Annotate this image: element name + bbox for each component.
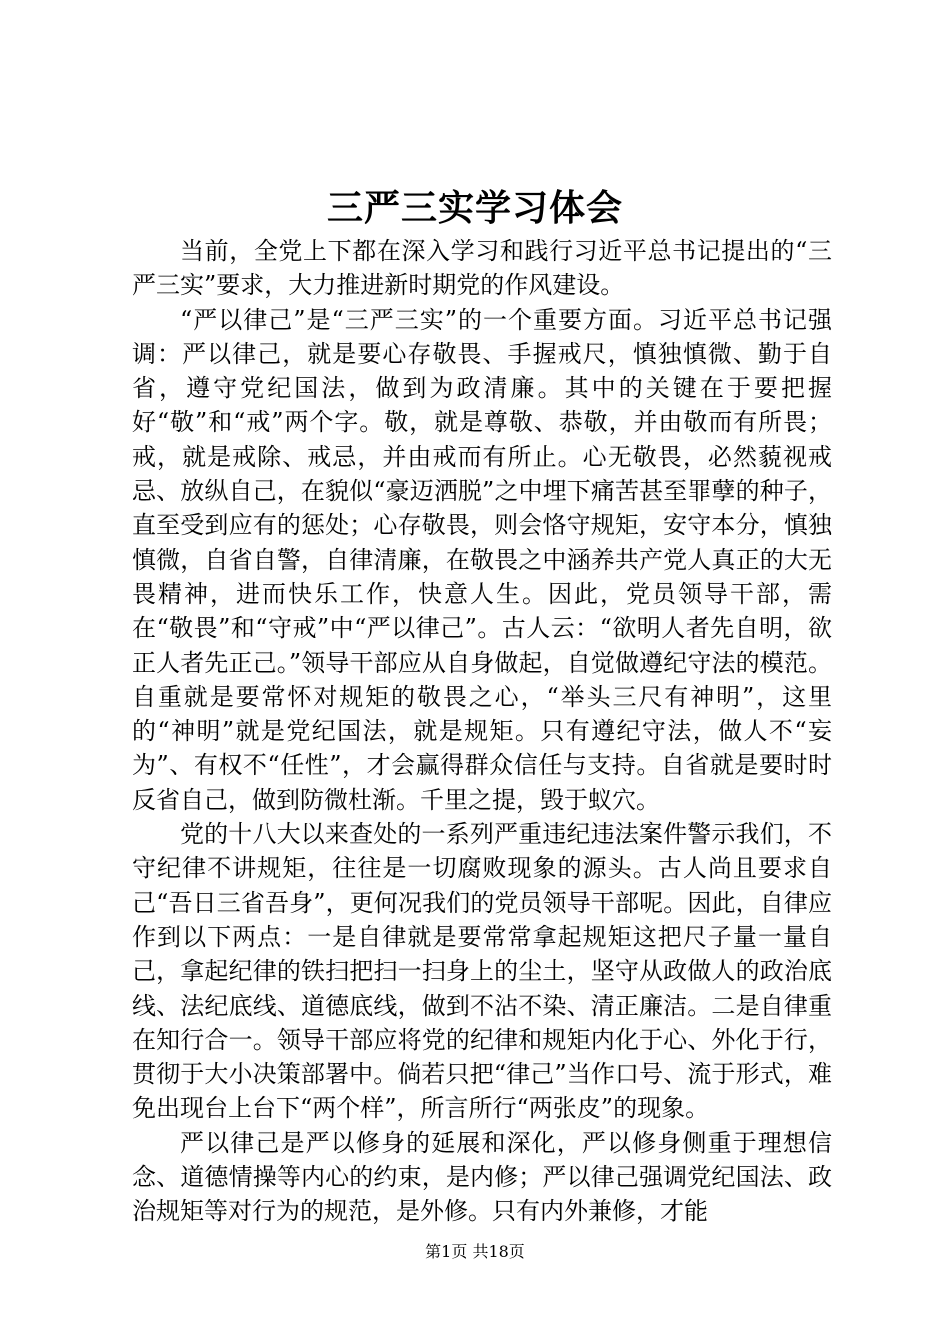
paragraph-self-discipline: 党的十八大以来查处的一系列严重违纪违法案件警示我们，不守纪律不讲规矩，往往是一切腐败现象的源头。古人尚且要求自己“吾日三省吾身”，更何况我们的党员领导干部呢。因此，自律应作到以下两点：一是自律就是要常常拿起规矩这把尺子量一量自己，拿起纪律的铁扫把扫一扫身上的尘土，坚守从政做人的政治底线、法纪底线、道德底线，做到不沾不染、清正廉洁。二是自律重在知行合一。领导干部应将党的纪律和规矩内化于心、外化于行，贯彻于大小决策部署中。倘若只把“律己”当作口号、流于形式，难免出现台上台下“两个样”，所言所行“两张皮”的现象。 xyxy=(132,820,832,1123)
paragraph-intro: 当前，全党上下都在深入学习和践行习近平总书记提出的“三严三实”要求，大力推进新时期党的作风建设。 xyxy=(132,237,832,300)
paragraph-discipline: “严以律己”是“三严三实”的一个重要方面。习近平总书记强调：严以律己，就是要心存敬畏、手握戒尺，慎独慎微、勤于自省，遵守党纪国法，做到为政清廉。其中的关键在于要把握好“敬”和“戒”两个字。敬，就是尊敬、恭敬，并由敬而有所畏；戒，就是戒除、戒忌，并由戒而有所止。心无敬畏，必然藐视戒忌、放纵自己，在貌似“豪迈洒脱”之中埋下痛苦甚至罪孽的种子，直至受到应有的惩处；心存敬畏，则会恪守规矩，安守本分，慎独慎微，自省自警，自律清廉，在敬畏之中涵养共产党人真正的大无畏精神，进而快乐工作，快意人生。因此，党员领导干部，需在“敬畏”和“守戒”中“严以律己”。古人云：“欲明人者先自明，欲正人者先正己。”领导干部应从自身做起，自觉做遵纪守法的模范。自重就是要常怀对规矩的敬畏之心，“举头三尺有神明”，这里的“神明”就是党纪国法，就是规矩。只有遵纪守法，做人不“妄为”、有权不“任性”，才会赢得群众信任与支持。自省就是要时时反省自己，做到防微杜渐。千里之提，毁于蚁穴。 xyxy=(132,305,832,814)
paragraph-inner-outer: 严以律己是严以修身的延展和深化，严以修身侧重于理想信念、道德情操等内心的约束，是内修；严以律己强调党纪国法、政治规矩等对行为的规范，是外修。只有内外兼修，才能 xyxy=(132,1128,832,1226)
document-title: 三严三实学习体会 xyxy=(326,187,623,229)
document-body xyxy=(132,234,832,1229)
page-footer: 第1页 共18页 xyxy=(425,1242,525,1261)
